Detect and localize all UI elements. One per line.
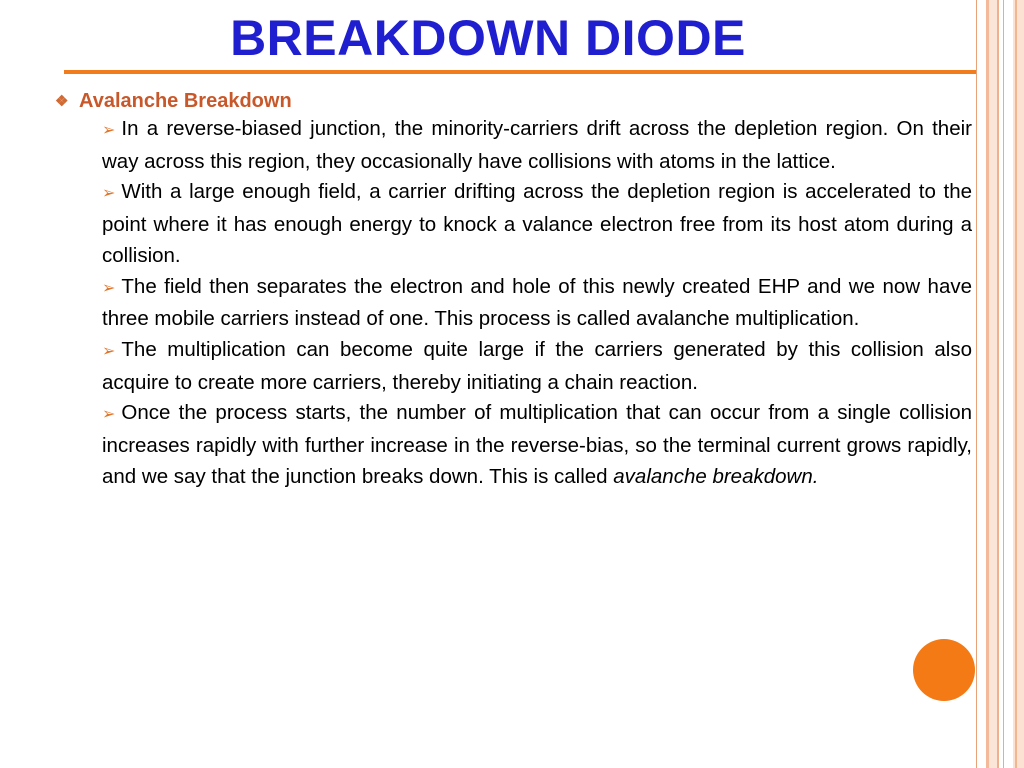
bullet-text: Once the process starts, the number of multiplication that can occur from a single collision increases rapidly with further increase in the reverse-bias, so the terminal current grows rapidly, and we say that the junction breaks down. This is called (102, 401, 972, 488)
section-heading (55, 88, 292, 114)
arrow-bullet-icon: ➢ (102, 406, 116, 424)
arrow-bullet-icon: ➢ (102, 279, 116, 297)
section-heading-label: Avalanche Breakdown (79, 89, 292, 112)
bullet-item (102, 398, 972, 492)
border-stripe (976, 0, 977, 768)
diamond-bullet-icon: ❖ (55, 93, 69, 110)
arrow-bullet-icon: ➢ (102, 122, 116, 139)
bullet-text: The field then separates the electron and hole of this newly created EHP and we now have three mobile carriers instead of one. This process is called avalanche multiplication. (102, 274, 972, 331)
bullet-item (102, 272, 972, 335)
bullet-text: The multiplication can become quite large if the carriers generated by this collision also acquire to create more carriers, thereby initiating a chain reaction. (102, 337, 972, 394)
arrow-bullet-icon: ➢ (102, 185, 116, 203)
title-underline (64, 70, 976, 74)
orange-circle-decoration (913, 639, 975, 701)
bullet-item (102, 114, 972, 177)
bullet-item (102, 177, 972, 271)
border-stripe (1003, 0, 1004, 768)
bullet-list (102, 114, 972, 492)
bullet-emphasis: avalanche breakdown. (613, 464, 819, 488)
border-stripe (997, 0, 999, 768)
border-stripe (1015, 0, 1017, 768)
arrow-bullet-icon: ➢ (102, 342, 116, 360)
border-stripe (989, 0, 997, 768)
bullet-text: With a large enough field, a carrier drifting across the depletion region is accelerated to the point where it has enough energy to knock a valance electron free from its host atom during a collision. (102, 180, 972, 267)
bullet-text: In a reverse-biased junction, the minority-carriers drift across the depletion region. On their way across this region, they occasionally have collisions with atoms in the lattice. (102, 117, 972, 173)
slide-title: BREAKDOWN DIODE (230, 10, 746, 66)
bullet-item (102, 335, 972, 398)
